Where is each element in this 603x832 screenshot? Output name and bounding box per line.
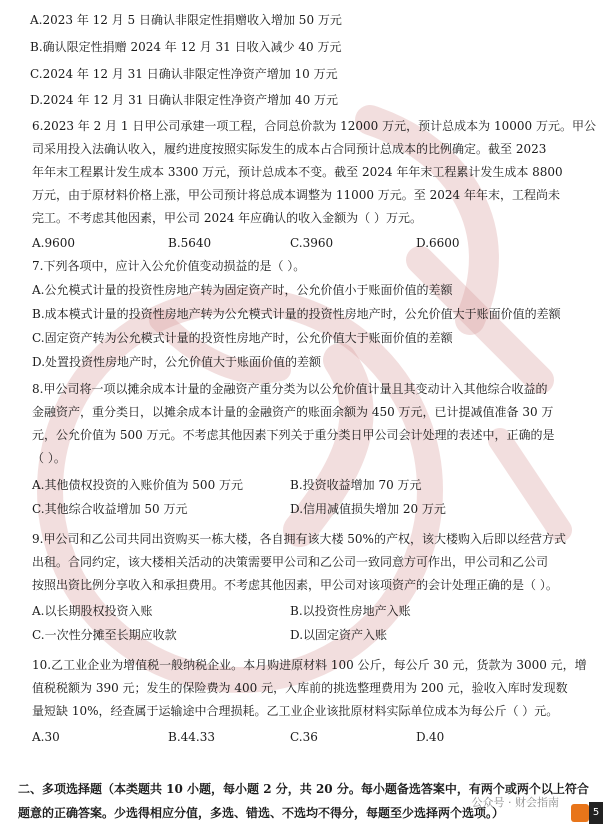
question-6-text: 万元，由于原材料价格上涨，甲公司预计将总成本调整为 11000 万元。至 2024 年年末，工程尚未 <box>32 188 560 202</box>
question-10-text: 量短缺 10%，经查属于运输途中合理损耗。乙工业企业该批原材料实际单位成本为每公斤（ ）元。 <box>32 704 559 718</box>
question-9-option-d: D.以固定资产入账 <box>290 628 388 642</box>
question-7-option-a: A.公允模式计量的投资性房地产转为固定资产时，公允价值小于账面价值的差额 <box>32 283 453 297</box>
question-6-text: 司采用投入法确认收入，履约进度按照实际发生的成本占合同预计总成本的比例确定。截至 2023 <box>32 142 547 156</box>
question-6-option-a: A.9600 <box>32 236 76 250</box>
question-10-option-a: A.30 <box>32 730 60 744</box>
question-8-text: 金融资产，重分类日，以摊余成本计量的金融资产的账面余额为 450 万元，已计提减值准备 30 万 <box>32 405 554 419</box>
question-8-text: 元，公允价值为 500 万元。不考虑其他因素下列关于重分类日甲公司会计处理的表述中，正确的是 <box>32 428 555 442</box>
question-9-text: 按照出资比例分享收入和承担费用。不考虑其他因素，甲公司对该项资产的会计处理正确的是（ ）。 <box>32 578 558 592</box>
question-6-option-b: B.5640 <box>168 236 212 250</box>
question-7-option-c: C.固定资产转为公允模式计量的投资性房地产时，公允价值大于账面价值的差额 <box>32 331 453 345</box>
question-8-text: （ ）。 <box>32 451 66 465</box>
question-9-text: 出租。合同约定，该大楼相关活动的决策需要甲公司和乙公司一致同意方可作出，甲公司和乙公司 <box>32 555 549 569</box>
question-10-option-c: C.36 <box>290 730 318 744</box>
question-10-text: 值税税额为 390 元；发生的保险费为 400 元，入库前的挑选整理费用为 200 元，验收入库时发现数 <box>32 681 568 695</box>
question-6-text: 年年末工程累计发生成本 3300 万元，预计总成本不变。截至 2024 年年末工程累计发生成本 8800 <box>32 165 563 179</box>
question-7-text: 7.下列各项中，应计入公允价值变动损益的是（ ）。 <box>32 259 306 273</box>
question-7-option-d: D.处置投资性房地产时，公允价值大于账面价值的差额 <box>32 355 322 369</box>
question-10-option-b: B.44.33 <box>168 730 215 744</box>
option-line: A.2023 年 12 月 5 日确认非限定性捐赠收入增加 50 万元 <box>30 13 342 27</box>
question-6-option-d: D.6600 <box>416 236 460 250</box>
logo-icon <box>571 804 589 822</box>
question-6-option-c: C.3960 <box>290 236 334 250</box>
section-heading: 二、多项选择题（本类题共 10 小题，每小题 2 分，共 20 分。每小题备选答案中，有两个或两个以上符合 <box>18 782 589 796</box>
question-9-text: 9.甲公司和乙公司共同出资购买一栋大楼，各自拥有该大楼 50%的产权，该大楼购入后即以经营方式 <box>32 532 566 546</box>
question-8-option-a: A.其他债权投资的入账价值为 500 万元 <box>32 478 244 492</box>
option-line: C.2024 年 12 月 31 日确认非限定性净资产增加 10 万元 <box>30 67 338 81</box>
question-7-option-b: B.成本模式计量的投资性房地产转为公允模式计量的投资性房地产时，公允价值大于账面价值的差额 <box>32 307 561 321</box>
question-6-text: 6.2023 年 2 月 1 日甲公司承建一项工程，合同总价款为 12000 万元，预计总成本为 10000 万元。甲公 <box>32 119 596 133</box>
section-heading: 题意的正确答案。少选得相应分值，多选、错选、不选均不得分，每题至少选择两个选项。） <box>18 806 505 820</box>
question-8-option-d: D.信用减值损失增加 20 万元 <box>290 502 446 516</box>
question-8-option-c: C.其他综合收益增加 50 万元 <box>32 502 188 516</box>
question-10-option-d: D.40 <box>416 730 445 744</box>
question-9-option-b: B.以投资性房地产入账 <box>290 604 411 618</box>
option-line: D.2024 年 12 月 31 日确认非限定性净资产增加 40 万元 <box>30 93 339 107</box>
question-8-text: 8.甲公司将一项以摊余成本计量的金融资产重分类为以公允价值计量且其变动计入其他综合收益的 <box>32 382 548 396</box>
question-9-option-c: C.一次性分摊至长期应收款 <box>32 628 177 642</box>
question-6-text: 完工。不考虑其他因素，甲公司 2024 年应确认的收入金额为（ ）万元。 <box>32 211 422 225</box>
question-9-option-a: A.以长期股权投资入账 <box>32 604 153 618</box>
page-number: 5 <box>589 802 603 824</box>
question-10-text: 10.乙工业企业为增值税一般纳税企业。本月购进原材料 100 公斤，每公斤 30 元，货款为 3000 元，增 <box>32 658 587 672</box>
source-tag: 公众号 · 财会指南 <box>471 796 559 809</box>
option-line: B.确认限定性捐赠 2024 年 12 月 31 日收入减少 40 万元 <box>30 40 342 54</box>
question-8-option-b: B.投资收益增加 70 万元 <box>290 478 422 492</box>
